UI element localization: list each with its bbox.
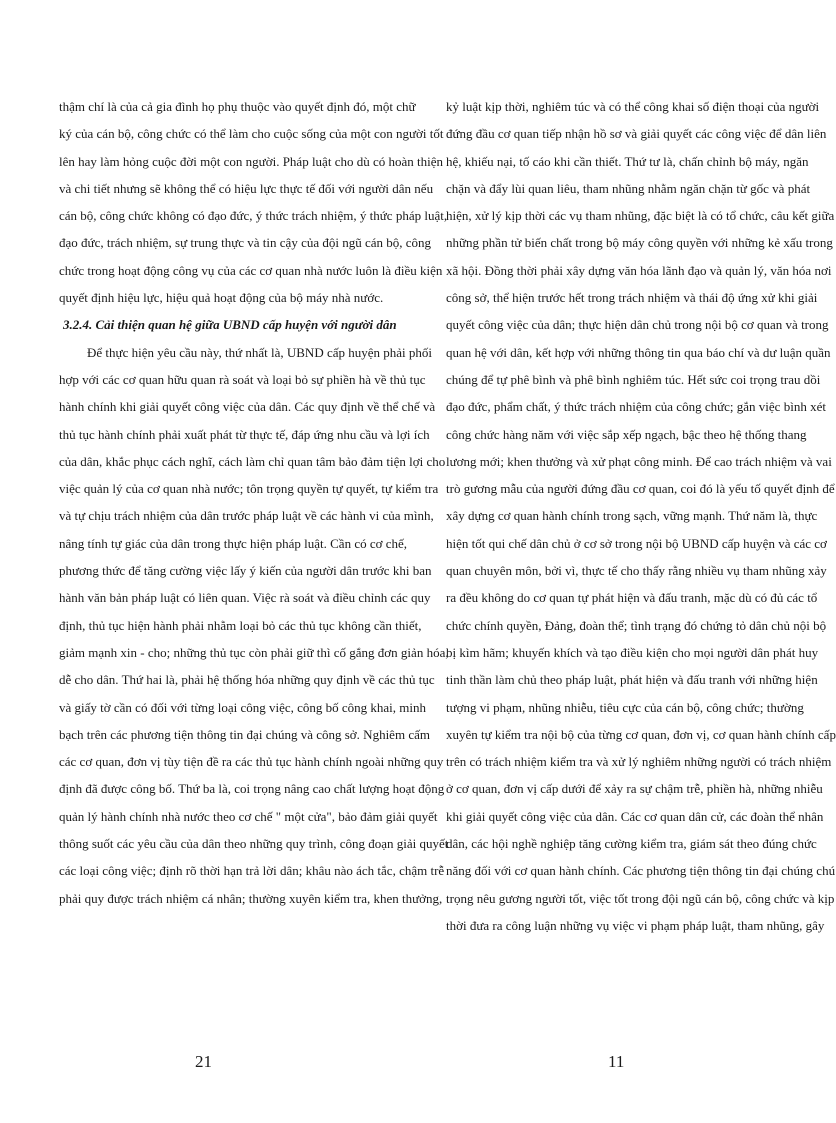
text-line: năng đối với cơ quan hành chính. Các phương tiện thông tin đại chúng chú bbox=[446, 863, 836, 879]
text-line: chức trong hoạt động công vụ của các cơ quan nhà nước luôn là điều kiện bbox=[59, 262, 443, 278]
text-line: các cơ quan, đơn vị tùy tiện đề ra các thủ tục hành chính ngoài những quy bbox=[59, 754, 444, 770]
text-line: xã hội. Đồng thời phải xây dựng văn hóa lãnh đạo và quản lý, văn hóa nơi bbox=[446, 262, 832, 278]
right-page-column bbox=[446, 93, 836, 939]
text-line: quyết công việc của dân; thực hiện dân chủ trong nội bộ cơ quan và trong bbox=[446, 317, 829, 333]
text-line: xuyên tự kiểm tra nội bộ của từng cơ quan, đơn vị, cơ quan hành chính cấp bbox=[446, 726, 836, 742]
text-line: tinh thần làm chủ theo pháp luật, phát hiện và đấu tranh với những hiện bbox=[446, 672, 818, 688]
text-line: trên có trách nhiệm kiểm tra và xử lý nghiêm những người có trách nhiệm bbox=[446, 754, 832, 770]
text-line: lên hay làm hỏng cuộc đời một con người. Pháp luật cho dù có hoàn thiện bbox=[59, 153, 443, 169]
text-line: quản lý hành chính nhà nước theo cơ chế " một cửa", bảo đảm giải quyết bbox=[59, 808, 438, 824]
text-line: trò gương mẫu của người đứng đầu cơ quan, coi đó là yếu tố quyết định để bbox=[446, 481, 835, 497]
section-heading: 3.2.4. Cải thiện quan hệ giữa UBND cấp huyện với người dân bbox=[63, 317, 397, 333]
text-line: hiện tốt qui chế dân chủ ở cơ sở trong nội bộ UBND cấp huyện và các cơ bbox=[446, 535, 827, 551]
text-line: bị kìm hãm; khuyến khích và tạo điều kiện cho mọi người dân phát huy bbox=[446, 644, 819, 660]
text-line: quan chuyên môn, bởi vì, thực tế cho thấy rằng nhiều vụ tham nhũng xảy bbox=[446, 563, 827, 579]
text-line: khi giải quyết công việc của dân. Các cơ quan dân cử, các đoàn thể nhân bbox=[446, 808, 824, 824]
text-line: và giấy tờ cần có đối với từng loại công việc, công bố công khai, minh bbox=[59, 699, 427, 715]
text-line: Để thực hiện yêu cầu này, thứ nhất là, UBND cấp huyện phải phối bbox=[87, 344, 433, 360]
text-line: tượng vi phạm, nhũng nhiễu, tiêu cực của cán bộ, công chức; thường bbox=[446, 699, 804, 715]
text-line: và tự chịu trách nhiệm của dân trước pháp luật về các hành vi của mình, bbox=[59, 508, 434, 524]
text-line: thậm chí là của cả gia đình họ phụ thuộc vào quyết định đó, một chữ bbox=[59, 99, 416, 114]
text-line: chúng để tự phê bình và phê bình nghiêm túc. Hết sức coi trọng trau dồi bbox=[446, 371, 821, 387]
text-line: chặn và đẩy lùi quan liêu, tham nhũng nhằm ngăn chặn từ gốc và phát bbox=[446, 180, 811, 196]
left-page-column bbox=[59, 93, 449, 912]
text-line: trọng nêu gương người tốt, việc tốt trong đội ngũ cán bộ, công chức và kịp bbox=[446, 890, 835, 906]
text-line: của dân, khắc phục cách nghĩ, cách làm chỉ quan tâm bảo đảm tiện lợi cho bbox=[59, 453, 446, 469]
text-line: thông suốt các yêu cầu của dân theo những quy trình, công đoạn giải quyết bbox=[59, 836, 449, 852]
text-line: những phần tử biến chất trong bộ máy công quyền với những kẻ xấu trong bbox=[446, 235, 833, 251]
text-line: phương thức để tăng cường việc lấy ý kiến của người dân trước khi ban bbox=[59, 563, 432, 579]
text-line: ở cơ quan, đơn vị cấp dưới để xảy ra sự chậm trễ, phiền hà, những nhiễu bbox=[446, 781, 823, 797]
text-line: thủ tục hành chính phải xuất phát từ thực tế, đáp ứng nhu cầu và lợi ích bbox=[59, 426, 430, 442]
text-line: thời đưa ra công luận những vụ việc vi phạm pháp luật, tham nhũng, gây bbox=[446, 917, 825, 933]
text-line: định, thủ tục hiện hành phải nhằm loại bỏ các thủ tục không cần thiết, bbox=[59, 617, 422, 633]
text-line: đạo đức, phẩm chất, ý thức trách nhiệm của công chức; gắn việc bình xét bbox=[446, 399, 826, 415]
text-line: ra đều không do cơ quan tự phát hiện và đấu tranh, mặc dù có đủ các tổ bbox=[446, 590, 818, 606]
text-line: và chi tiết nhưng sẽ không thể có hiệu lực thực tế đối với người dân nếu bbox=[59, 180, 434, 196]
text-line: kỷ luật kịp thời, nghiêm túc và có thể công khai số điện thoại của người bbox=[446, 99, 820, 114]
text-line: việc quản lý của cơ quan nhà nước; tôn trọng quyền tự quyết, tự kiểm tra bbox=[59, 481, 439, 497]
text-line: ký của cán bộ, công chức có thể làm cho cuộc sống của một con người tốt bbox=[59, 126, 444, 142]
text-line: dễ cho dân. Thứ hai là, phải hệ thống hóa những quy định về các thủ tục bbox=[59, 672, 435, 688]
text-line: công sở, thể hiện trước hết trong trách nhiệm và thái độ ứng xử khi giải bbox=[446, 290, 818, 306]
text-line: đứng đầu cơ quan tiếp nhận hồ sơ và giải quyết các công việc để dân liên bbox=[446, 126, 827, 142]
text-line: quyết định hiệu lực, hiệu quả hoạt động của bộ máy nhà nước. bbox=[59, 290, 384, 306]
text-line: xây dựng cơ quan hành chính trong sạch, vững mạnh. Thứ năm là, thực bbox=[446, 508, 818, 524]
page-number-right: 11 bbox=[608, 1052, 625, 1071]
text-line: hợp với các cơ quan hữu quan rà soát và loại bỏ sự phiền hà về thủ tục bbox=[59, 371, 426, 387]
page-number-left: 21 bbox=[195, 1052, 212, 1071]
text-line: công chức hàng năm với việc sắp xếp ngạch, bậc theo hệ thống thang bbox=[446, 426, 807, 442]
text-line: lương mới; khen thưởng và xử phạt công minh. Để cao trách nhiệm và vai bbox=[446, 453, 832, 469]
text-line: bạch trên các phương tiện thông tin đại chúng và công sở. Nghiêm cấm bbox=[59, 726, 430, 742]
text-line: giảm mạnh xin - cho; những thủ tục còn phải giữ thì cố gắng đơn giản hóa, bbox=[59, 644, 449, 660]
text-line: hệ, khiếu nại, tố cáo khi cần thiết. Thứ tư là, chấn chỉnh bộ máy, ngăn bbox=[446, 153, 809, 169]
text-line: chức chính quyền, Đảng, đoàn thể; tình trạng đó chứng tỏ dân chủ nội bộ bbox=[446, 617, 827, 633]
text-line: quan hệ với dân, kết hợp với những thông tin qua báo chí và dư luận quần bbox=[446, 344, 831, 360]
text-line: hành văn bản pháp luật có liên quan. Việc rà soát và điều chỉnh các quy bbox=[59, 590, 431, 606]
text-line: các loại công việc; định rõ thời hạn trả lời dân; khâu nào ách tắc, chậm trễ bbox=[59, 863, 445, 879]
text-line: cán bộ, công chức không có đạo đức, ý thức trách nhiệm, ý thức pháp luật, bbox=[59, 208, 448, 224]
text-line: hiện, xử lý kịp thời các vụ tham nhũng, đặc biệt là có tổ chức, câu kết giữa bbox=[446, 208, 835, 224]
text-line: định đã được công bố. Thứ ba là, coi trọng nâng cao chất lượng hoạt động bbox=[59, 781, 445, 797]
text-line: hành chính khi giải quyết công việc của dân. Các quy định về thể chế và bbox=[59, 399, 436, 415]
text-line: nâng tính tự giác của dân trong thực hiện pháp luật. Cần có cơ chế, bbox=[59, 535, 408, 551]
text-line: dân, các hội nghề nghiệp tăng cường kiểm tra, giám sát theo đúng chức bbox=[446, 836, 817, 852]
text-line: phải quy được trách nhiệm cá nhân; thường xuyên kiểm tra, khen thưởng, bbox=[59, 890, 443, 906]
text-line: đạo đức, trách nhiệm, sự trung thực và tin cậy của đội ngũ cán bộ, công bbox=[59, 235, 432, 251]
